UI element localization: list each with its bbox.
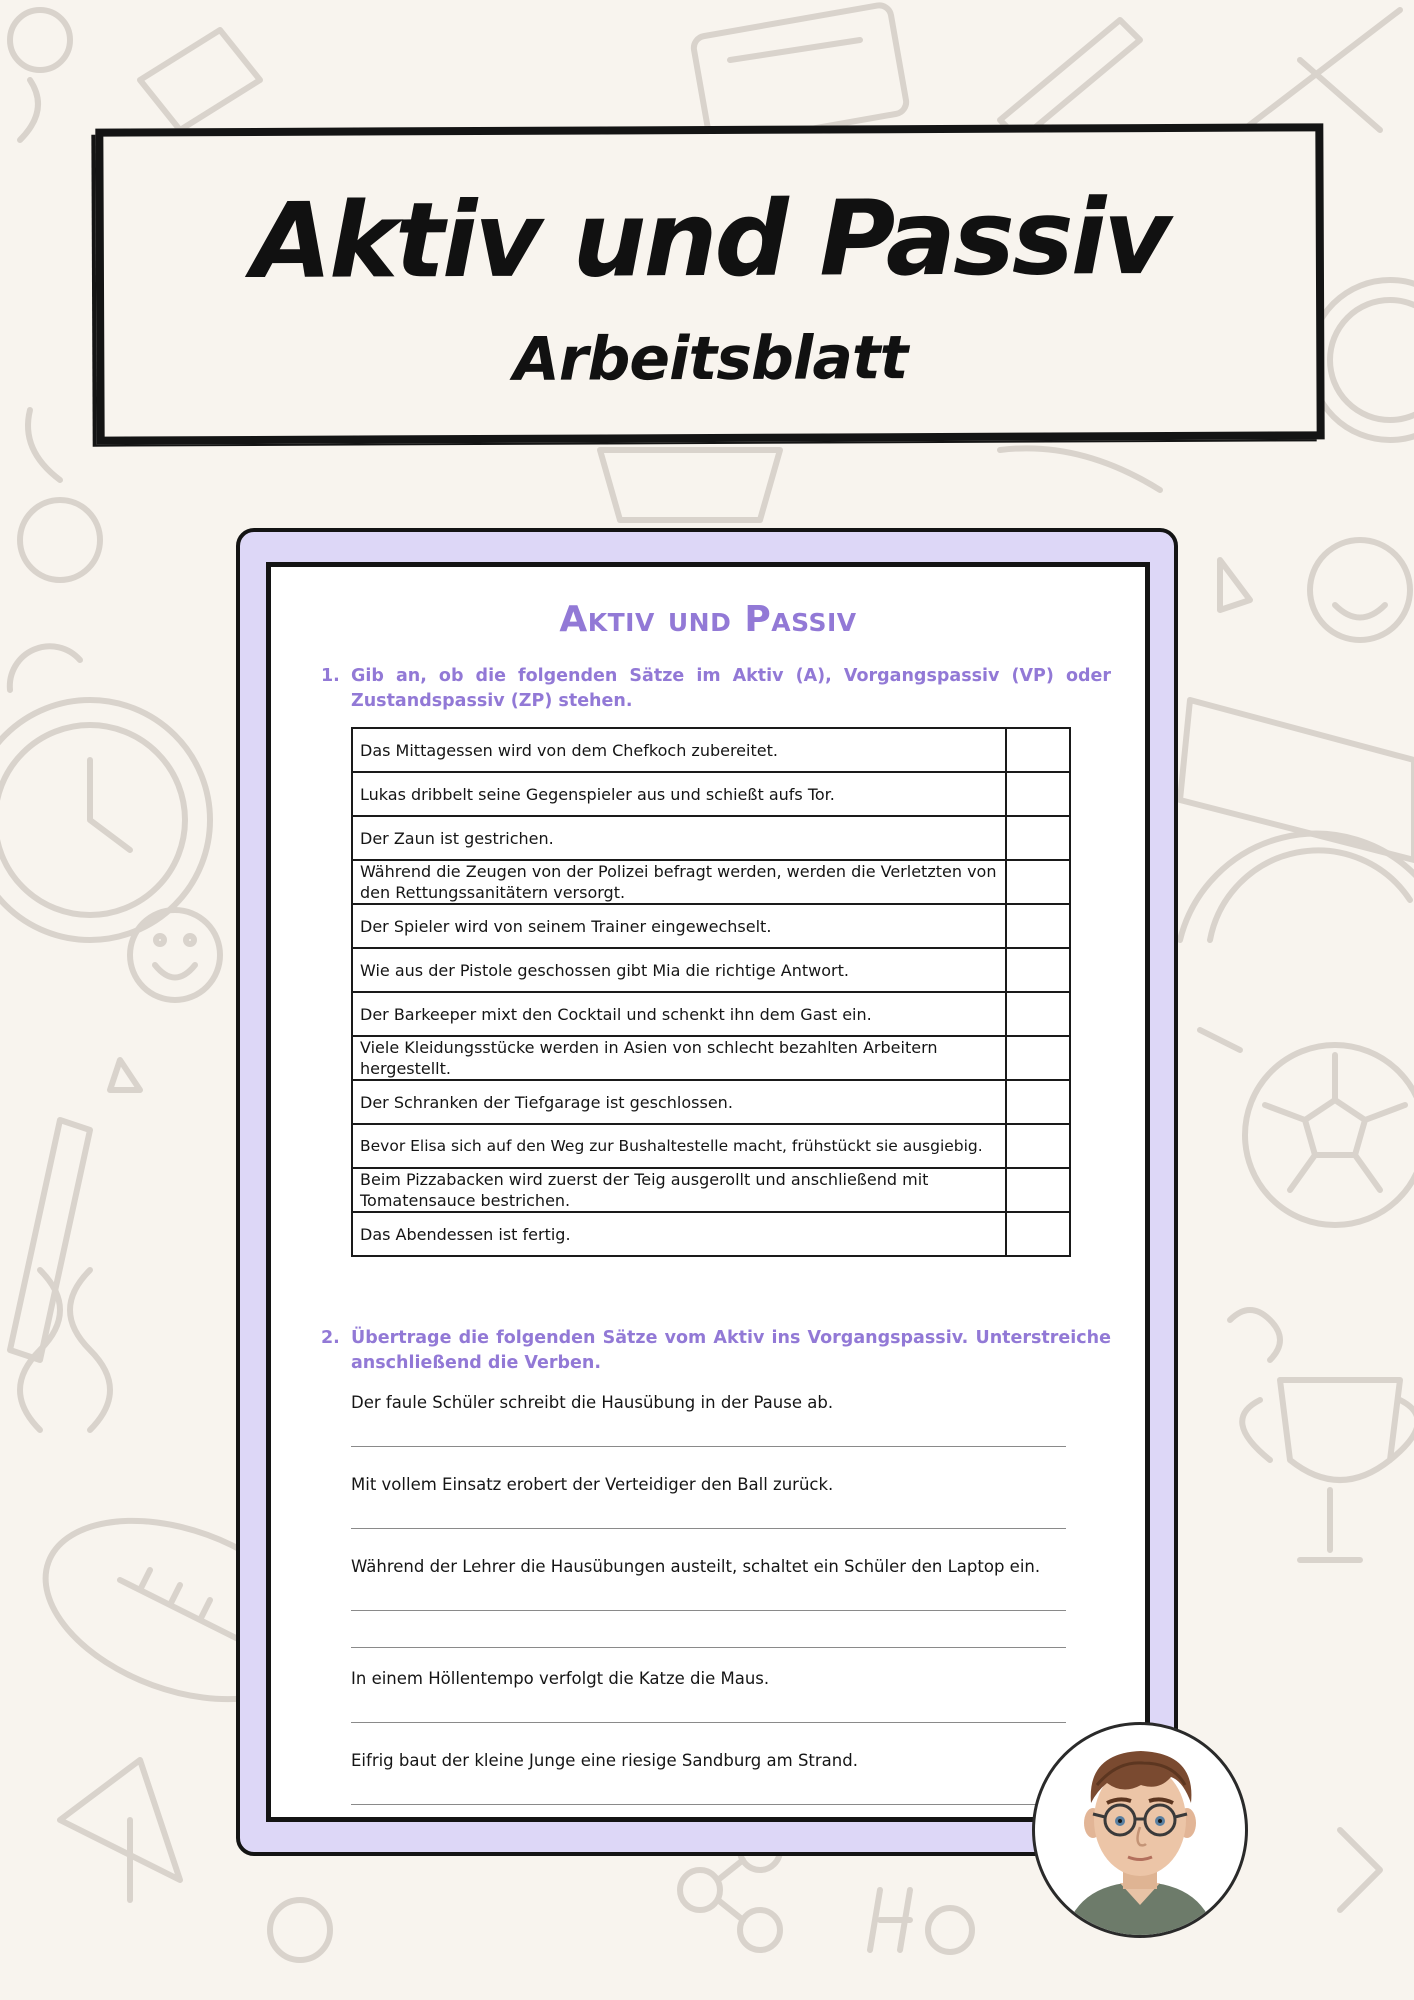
answer-line[interactable] [351, 1804, 1066, 1805]
answer-cell[interactable] [1006, 1124, 1070, 1168]
active-sentence: Der faule Schüler schreibt die Hausübung in der Pause ab. [351, 1393, 834, 1412]
table-cell-sentence: Der Schranken der Tiefgarage ist geschlossen. [352, 1080, 1006, 1124]
answer-cell[interactable] [1006, 772, 1070, 816]
answer-cell[interactable] [1006, 1080, 1070, 1124]
table-cell-sentence: Der Barkeeper mixt den Cocktail und schenkt ihn dem Gast ein. [352, 992, 1006, 1036]
answer-cell[interactable] [1006, 992, 1070, 1036]
table-row [352, 948, 1070, 992]
active-sentence: In einem Höllentempo verfolgt die Katze die Maus. [351, 1669, 770, 1688]
answer-line[interactable] [351, 1446, 1066, 1447]
table-cell-sentence: Lukas dribbelt seine Gegenspieler aus und schießt aufs Tor. [352, 772, 1006, 816]
worksheet-page [266, 562, 1150, 1822]
answer-line[interactable] [351, 1610, 1066, 1611]
task-1-text: Gib an, ob die folgenden Sätze im Aktiv (A), Vorgangspassiv (VP) oder Zustandspassiv (ZP) stehen. [351, 666, 1111, 711]
table-cell-sentence: Das Abendessen ist fertig. [352, 1212, 1006, 1256]
active-sentence: Eifrig baut der kleine Junge eine riesige Sandburg am Strand. [351, 1751, 858, 1770]
table-cell-sentence: Wie aus der Pistole geschossen gibt Mia die richtige Antwort. [352, 948, 1006, 992]
answer-cell[interactable] [1006, 1168, 1070, 1212]
classification-table [351, 727, 1071, 1257]
answer-line[interactable] [351, 1722, 1066, 1723]
table-row [352, 728, 1070, 772]
table-cell-sentence: Bevor Elisa sich auf den Weg zur Bushaltestelle macht, frühstückt sie ausgiebig. [352, 1124, 1006, 1168]
active-sentence: Mit vollem Einsatz erobert der Verteidiger den Ball zurück. [351, 1475, 834, 1494]
answer-cell[interactable] [1006, 728, 1070, 772]
answer-line[interactable] [351, 1647, 1066, 1648]
table-cell-sentence: Beim Pizzabacken wird zuerst der Teig ausgerollt und anschließend mit Tomatensauce bestrichen. [352, 1168, 1006, 1212]
table-cell-sentence: Das Mittagessen wird von dem Chefkoch zubereitet. [352, 728, 1006, 772]
task-1-number: 1. [321, 666, 340, 686]
transform-sentences [351, 1392, 1066, 1805]
worksheet-title: Aktiv und Passiv [559, 599, 857, 640]
table-row [352, 992, 1070, 1036]
answer-cell[interactable] [1006, 904, 1070, 948]
table-row [352, 860, 1070, 904]
table-row [352, 772, 1070, 816]
table-row [352, 1080, 1070, 1124]
table-cell-sentence: Der Zaun ist gestrichen. [352, 816, 1006, 860]
avatar [1032, 1722, 1248, 1938]
page-subtitle: Arbeitsblatt [513, 323, 908, 395]
active-sentence: Während der Lehrer die Hausübungen austeilt, schaltet ein Schüler den Laptop ein. [351, 1557, 1041, 1576]
page-title: Aktiv und Passiv [251, 176, 1169, 302]
table-cell-sentence: Während die Zeugen von der Polizei befragt werden, werden die Verletzten von den Rettungssanitätern versorgt. [352, 860, 1006, 904]
task-2-instruction [321, 1326, 1111, 1376]
answer-cell[interactable] [1006, 860, 1070, 904]
table-row [352, 1036, 1070, 1080]
table-row [352, 1212, 1070, 1256]
answer-cell[interactable] [1006, 1036, 1070, 1080]
table-row [352, 1168, 1070, 1212]
answer-cell[interactable] [1006, 816, 1070, 860]
answer-cell[interactable] [1006, 948, 1070, 992]
boy-portrait-illustration [1035, 1725, 1245, 1935]
worksheet-card [236, 528, 1178, 1856]
task-1-instruction [321, 664, 1111, 714]
answer-line[interactable] [351, 1528, 1066, 1529]
task-2-number: 2. [321, 1328, 340, 1348]
table-row [352, 1124, 1070, 1168]
table-cell-sentence: Der Spieler wird von seinem Trainer eingewechselt. [352, 904, 1006, 948]
header-banner [95, 123, 1324, 444]
answer-cell[interactable] [1006, 1212, 1070, 1256]
table-row [352, 904, 1070, 948]
table-row [352, 816, 1070, 860]
task-2-text: Übertrage die folgenden Sätze vom Aktiv ins Vorgangspassiv. Unterstreiche anschließend die Verben. [351, 1328, 1111, 1373]
table-cell-sentence: Viele Kleidungsstücke werden in Asien von schlecht bezahlten Arbeitern hergestellt. [352, 1036, 1006, 1080]
